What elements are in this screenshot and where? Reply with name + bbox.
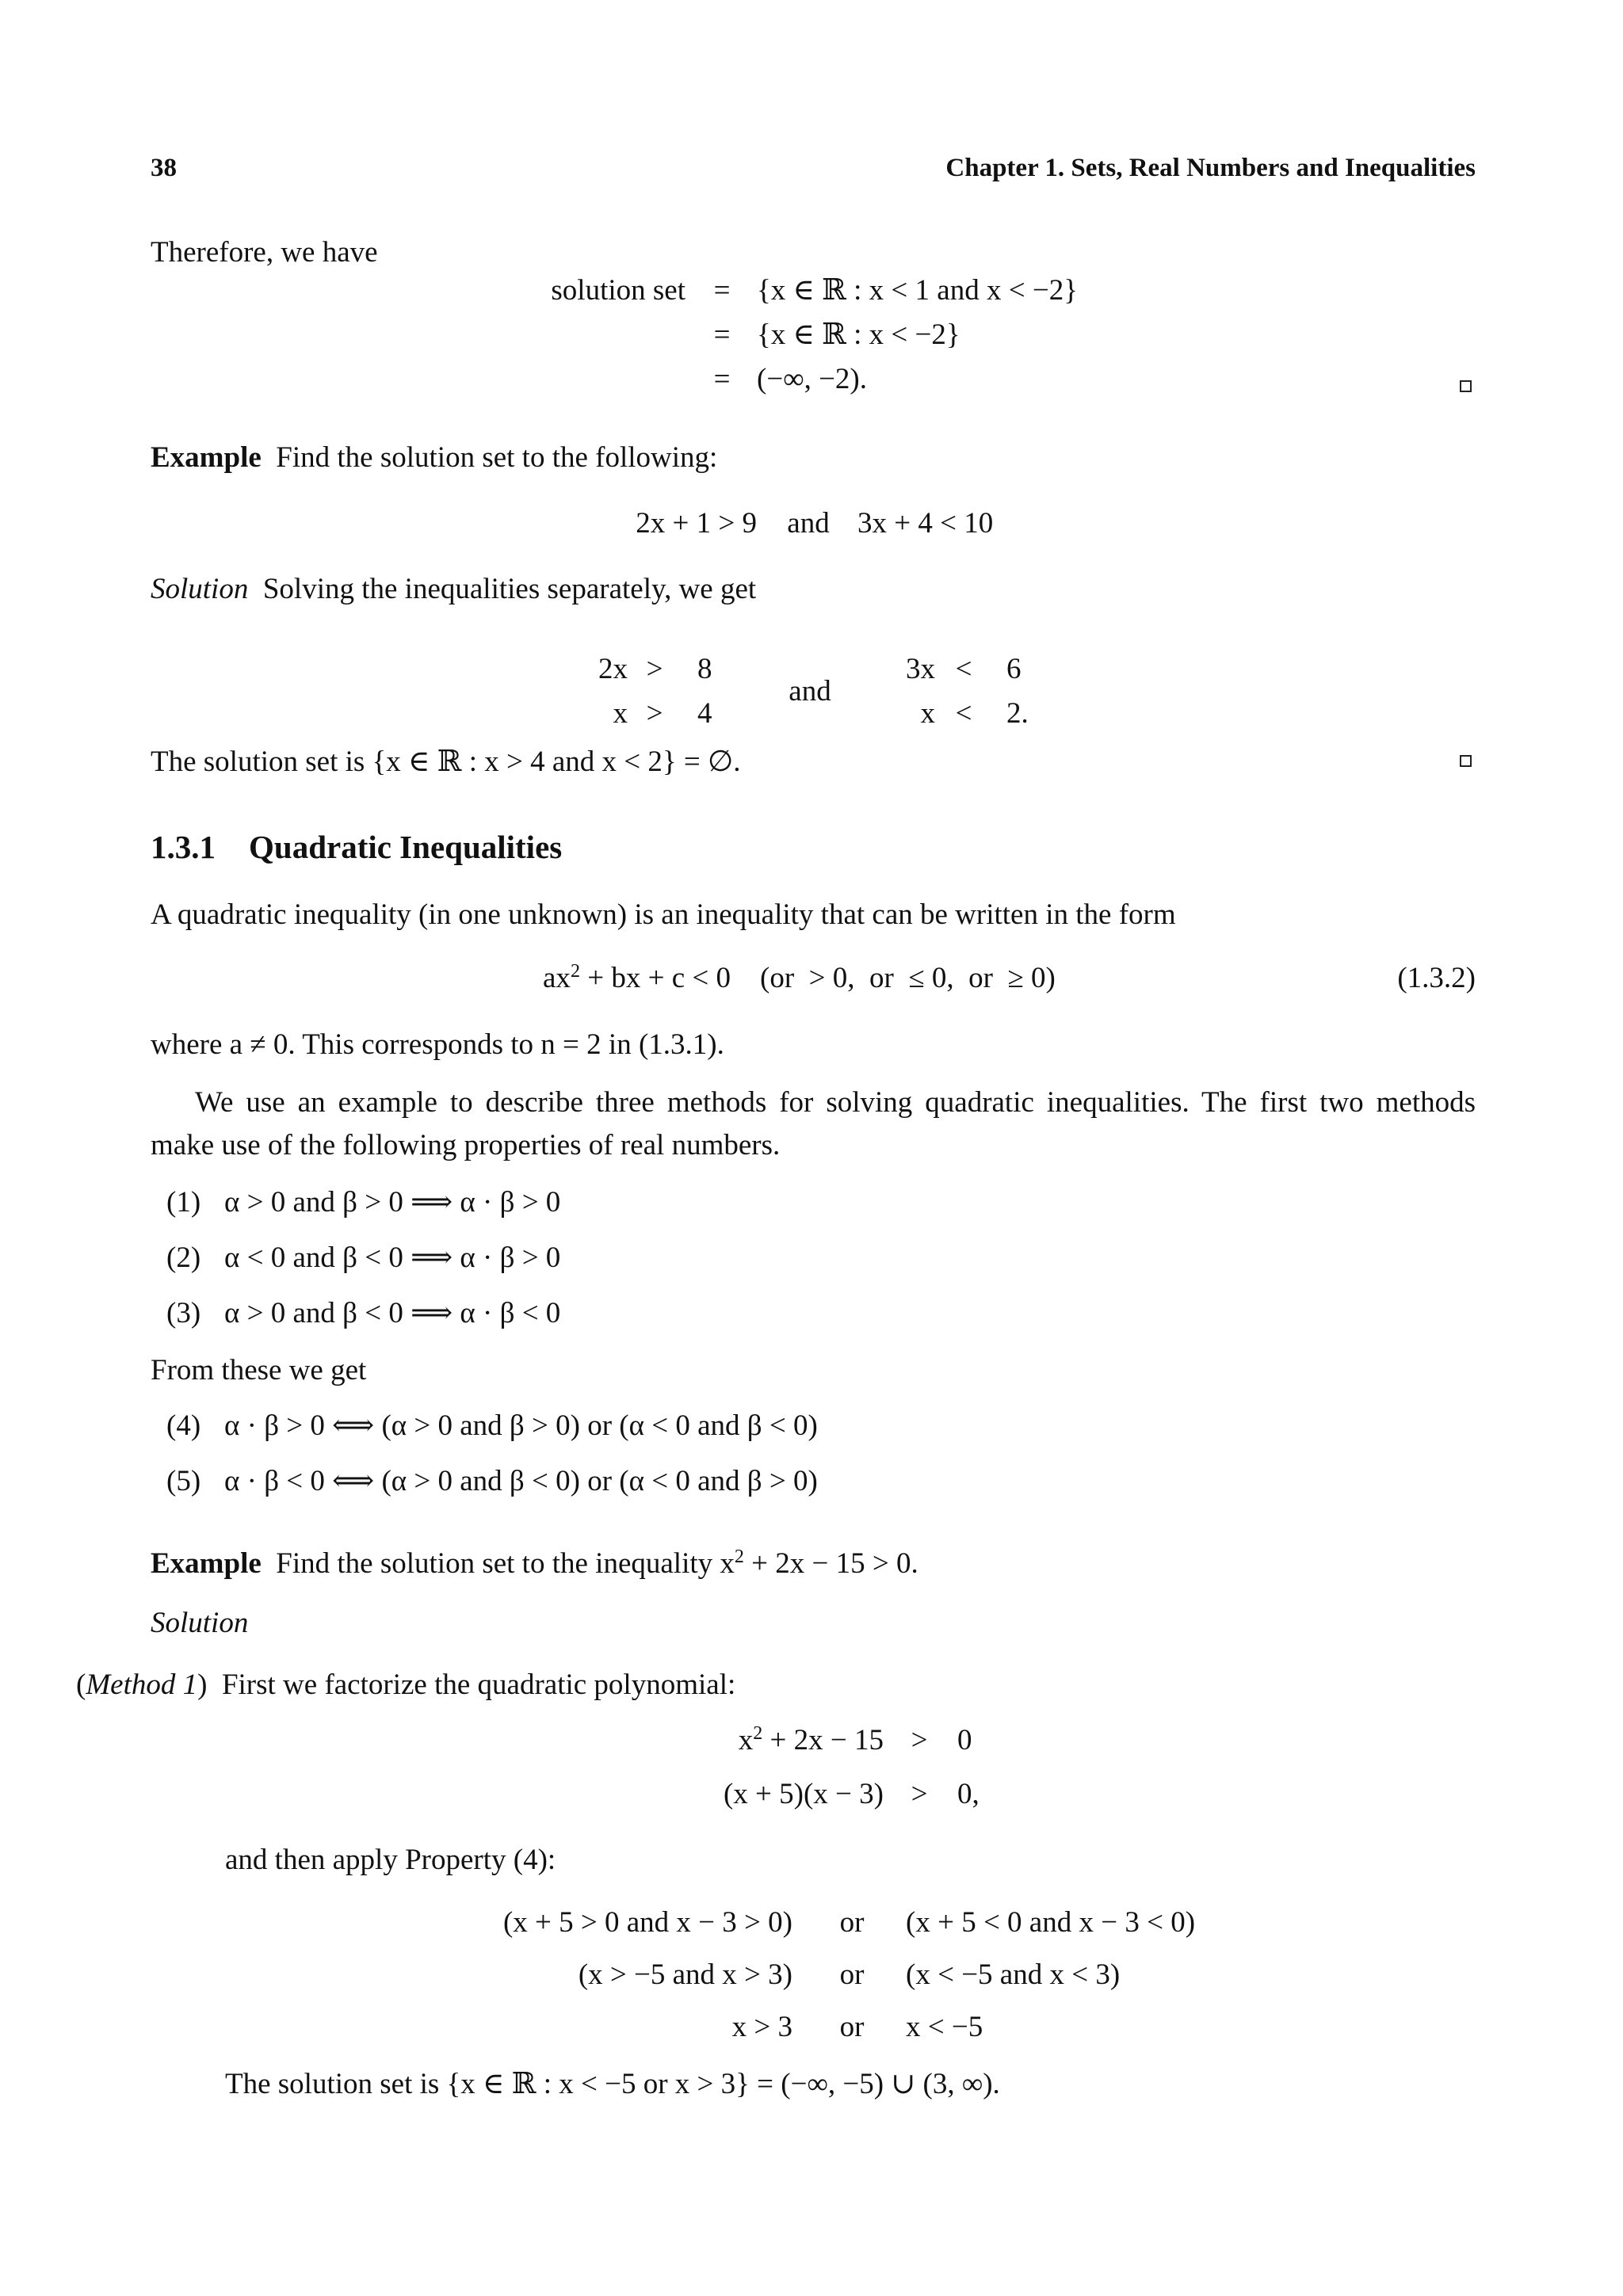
exponent: 2	[734, 1546, 744, 1567]
solution-1-conclusion: The solution set is {x ∈ ℝ : x > 4 and x < 2} = ∅.	[151, 746, 741, 778]
case-left: (x + 5 > 0 and x − 3 > 0)	[502, 1906, 792, 1939]
factor-lhs	[634, 1722, 884, 1756]
or-word: or	[839, 1906, 865, 1939]
example-label: Example	[151, 441, 262, 474]
example-label: Example	[151, 1547, 262, 1580]
methods-paragraph-line-2: make use of the following properties of real numbers.	[151, 1129, 781, 1161]
method-1-line: (Method 1) First we factorize the quadratic polynomial:	[76, 1669, 736, 1701]
equals-sign: =	[713, 318, 731, 351]
factor-op: >	[911, 1778, 928, 1810]
property-statement: α > 0 and β > 0 ⟹ α · β > 0	[224, 1186, 561, 1219]
example-2-statement	[151, 1546, 918, 1580]
solution-set-label: solution set	[551, 274, 685, 307]
set-expression: {x ∈ ℝ : x < 1 and x < −2}	[757, 274, 1078, 307]
example-text: Find the solution set to the inequality x	[276, 1547, 735, 1580]
formula-term: ax	[543, 962, 571, 994]
system-rhs: 4	[697, 697, 712, 730]
system-lhs: 2x	[598, 653, 628, 685]
factor-lhs: (x + 5)(x − 3)	[723, 1778, 884, 1810]
method-text: First we factorize the quadratic polynomial:	[221, 1669, 736, 1701]
system-op: <	[955, 653, 972, 685]
case-left: (x > −5 and x > 3)	[578, 1958, 792, 1991]
factor-exponent: 2	[753, 1722, 763, 1744]
system-lhs: x	[613, 697, 628, 730]
example-1-statement	[151, 443, 717, 472]
qed-box	[1460, 380, 1472, 392]
where-clause: where a ≠ 0. This corresponds to n = 2 in (1.3.1).	[151, 1028, 724, 1061]
system-lhs: 3x	[906, 653, 935, 685]
solution-2-conclusion: The solution set is {x ∈ ℝ : x < −5 or x > 3} = (−∞, −5) ∪ (3, ∞).	[225, 2068, 1000, 2100]
section-number: 1.3.1	[151, 829, 216, 865]
system-op: <	[955, 697, 972, 730]
equation-number: (1.3.2)	[1397, 962, 1476, 994]
system-rhs: 2.	[1006, 697, 1029, 730]
case-left: x > 3	[731, 2011, 792, 2043]
case-right: (x + 5 < 0 and x − 3 < 0)	[906, 1906, 1196, 1939]
system-op: >	[646, 697, 663, 730]
section-heading	[151, 831, 562, 864]
section-title: Quadratic Inequalities	[249, 829, 563, 865]
property-statement: α < 0 and β < 0 ⟹ α · β > 0	[224, 1241, 561, 1274]
therefore-line: Therefore, we have	[151, 236, 378, 269]
property-number: (2)	[166, 1241, 201, 1274]
formula-exponent: 2	[570, 960, 580, 982]
property-number: (5)	[166, 1465, 201, 1497]
factor-rest: + 2x − 15	[762, 1724, 884, 1756]
apply-property-text: and then apply Property (4):	[225, 1844, 556, 1876]
solution-label: Solution	[151, 1607, 249, 1639]
factor-base: x	[738, 1724, 754, 1756]
property-statement: α · β > 0 ⟺ (α > 0 and β > 0) or (α < 0 and β < 0)	[224, 1409, 818, 1442]
quadratic-form-formula	[543, 960, 1056, 994]
example-text-end: + 2x − 15 > 0.	[743, 1547, 918, 1580]
factor-rhs: 0,	[957, 1778, 980, 1810]
methods-paragraph-line-1: We use an example to describe three methods for solving quadratic inequalities. The first two methods	[195, 1086, 1476, 1119]
inequality-right: 3x + 4 < 10	[857, 507, 994, 540]
case-right: (x < −5 and x < 3)	[906, 1958, 1121, 1991]
definition-text: A quadratic inequality (in one unknown) is an inequality that can be written in the form	[151, 898, 1176, 931]
or-word: or	[839, 1958, 865, 1991]
equals-sign: =	[713, 363, 731, 395]
solution-text: Solving the inequalities separately, we get	[262, 573, 757, 605]
equals-sign: =	[713, 274, 731, 307]
system-lhs: x	[920, 697, 935, 730]
and-word: and	[787, 507, 830, 540]
property-statement: α · β < 0 ⟺ (α > 0 and β < 0) or (α < 0 and β > 0)	[224, 1465, 818, 1497]
method-label: Method 1	[86, 1669, 198, 1701]
inequality-left: 2x + 1 > 9	[636, 507, 757, 540]
factor-rhs: 0	[957, 1724, 972, 1756]
set-expression: {x ∈ ℝ : x < −2}	[757, 318, 960, 351]
solution-label: Solution	[151, 573, 249, 605]
from-these-text: From these we get	[151, 1354, 367, 1386]
formula-rest: + bx + c < 0 (or > 0, or ≤ 0, or ≥ 0)	[579, 962, 1056, 994]
system-op: >	[646, 653, 663, 685]
running-header: Chapter 1. Sets, Real Numbers and Inequalities	[945, 154, 1476, 182]
solution-1-statement	[151, 574, 756, 604]
property-number: (4)	[166, 1409, 201, 1442]
case-right: x < −5	[906, 2011, 983, 2043]
property-number: (1)	[166, 1186, 201, 1219]
and-word: and	[789, 675, 831, 707]
property-statement: α > 0 and β < 0 ⟹ α · β < 0	[224, 1297, 561, 1329]
example-text: Find the solution set to the following:	[276, 441, 718, 474]
system-rhs: 6	[1006, 653, 1022, 685]
property-number: (3)	[166, 1297, 201, 1329]
factor-op: >	[911, 1724, 928, 1756]
or-word: or	[839, 2011, 865, 2043]
interval-expression: (−∞, −2).	[757, 363, 868, 395]
qed-box	[1460, 755, 1472, 767]
page-number: 38	[151, 154, 177, 182]
system-rhs: 8	[697, 653, 712, 685]
